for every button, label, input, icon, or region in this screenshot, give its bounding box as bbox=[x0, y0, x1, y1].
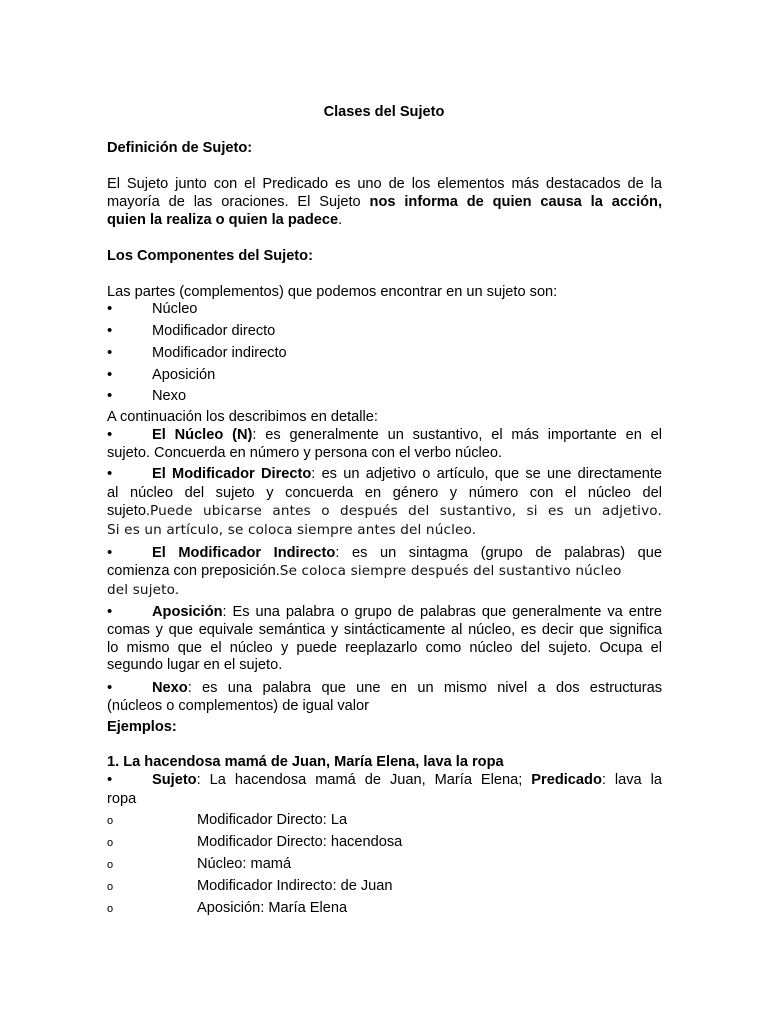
component-item: Núcleo bbox=[152, 301, 198, 317]
bullet-icon bbox=[107, 465, 119, 483]
md-line-4: Si es un artículo, se coloca siempre antes del núcleo. bbox=[107, 522, 477, 538]
bullet-icon bbox=[107, 387, 119, 405]
nucleo-line-2: sujeto. Concuerda en número y persona con el verbo núcleo. bbox=[107, 445, 503, 461]
definition-line-1: El Sujeto junto con el Predicado es uno de los elementos más destacados de la bbox=[107, 176, 662, 192]
components-heading: Los Componentes del Sujeto: bbox=[107, 248, 313, 264]
example-subitem: Modificador Indirecto: de Juan bbox=[197, 878, 393, 894]
ap-line-1: Aposición: Es una palabra o grupo de palabras que generalmente va entre bbox=[152, 604, 662, 620]
bullet-icon bbox=[107, 322, 119, 340]
bullet-icon bbox=[107, 679, 119, 697]
bullet-icon bbox=[107, 366, 119, 384]
sub-bullet-icon: o bbox=[107, 903, 114, 915]
md-line-2: al núcleo del sujeto y concuerda en género y número con el núcleo del bbox=[107, 485, 662, 501]
bullet-icon bbox=[107, 603, 119, 621]
component-item: Aposición bbox=[152, 367, 216, 383]
md-line-1: El Modificador Directo: es un adjetivo o artículo, que se une directamente bbox=[152, 466, 663, 482]
ap-line-4: segundo lugar en el sujeto. bbox=[107, 657, 283, 673]
bullet-icon bbox=[107, 300, 119, 318]
mi-line-2: comienza con preposición.Se coloca siempre después del sustantivo núcleo bbox=[107, 563, 622, 579]
md-line-3: sujeto.Puede ubicarse antes o después del sustantivo, si es un adjetivo. bbox=[107, 503, 662, 519]
example-subitem: Aposición: María Elena bbox=[197, 900, 348, 916]
sub-bullet-icon: o bbox=[107, 881, 114, 893]
example-1-title: 1. La hacendosa mamá de Juan, María Elena, lava la ropa bbox=[107, 754, 504, 770]
bullet-icon bbox=[107, 426, 119, 444]
nexo-line-2: (núcleos o complementos) de igual valor bbox=[107, 698, 370, 714]
components-intro: Las partes (complementos) que podemos encontrar en un sujeto son: bbox=[107, 284, 558, 300]
detail-intro: A continuación los describimos en detalle: bbox=[107, 409, 378, 425]
bullet-icon bbox=[107, 771, 119, 789]
example-1-predicado-cont: ropa bbox=[107, 791, 137, 807]
mi-line-1: El Modificador Indirecto: es un sintagma (grupo de palabras) que bbox=[152, 545, 663, 561]
example-1-sujeto-line: Sujeto: La hacendosa mamá de Juan, María Elena; Predicado: lava la bbox=[152, 772, 663, 788]
mi-line-3: del sujeto. bbox=[107, 582, 180, 598]
definition-heading: Definición de Sujeto: bbox=[107, 140, 253, 156]
component-item: Modificador directo bbox=[152, 323, 276, 339]
definition-line-3: quien la realiza o quien la padece. bbox=[107, 212, 343, 228]
nexo-line-1: Nexo: es una palabra que une en un mismo nivel a dos estructuras bbox=[152, 680, 662, 696]
nucleo-line-1: El Núcleo (N): es generalmente un sustantivo, el más importante en el bbox=[152, 427, 663, 443]
example-subitem: Núcleo: mamá bbox=[197, 856, 292, 872]
page-title: Clases del Sujeto bbox=[323, 104, 445, 120]
ap-line-3: lo mismo que el núcleo y puede reeplazarlo como núcleo del sujeto. Ocupa el bbox=[107, 640, 662, 656]
ap-line-2: comas y que equivale semántica y sintácticamente al núcleo, es decir que significa bbox=[107, 622, 662, 638]
example-subitem: Modificador Directo: La bbox=[197, 812, 348, 828]
definition-line-2: mayoría de las oraciones. El Sujeto nos informa de quien causa la acción, bbox=[107, 194, 663, 210]
example-subitem: Modificador Directo: hacendosa bbox=[197, 834, 403, 850]
component-item: Nexo bbox=[152, 388, 187, 404]
examples-heading: Ejemplos: bbox=[107, 719, 177, 735]
sub-bullet-icon: o bbox=[107, 859, 114, 871]
bullet-icon bbox=[107, 344, 119, 362]
sub-bullet-icon: o bbox=[107, 815, 114, 827]
bullet-icon bbox=[107, 544, 119, 562]
sub-bullet-icon: o bbox=[107, 837, 114, 849]
component-item: Modificador indirecto bbox=[152, 345, 287, 361]
